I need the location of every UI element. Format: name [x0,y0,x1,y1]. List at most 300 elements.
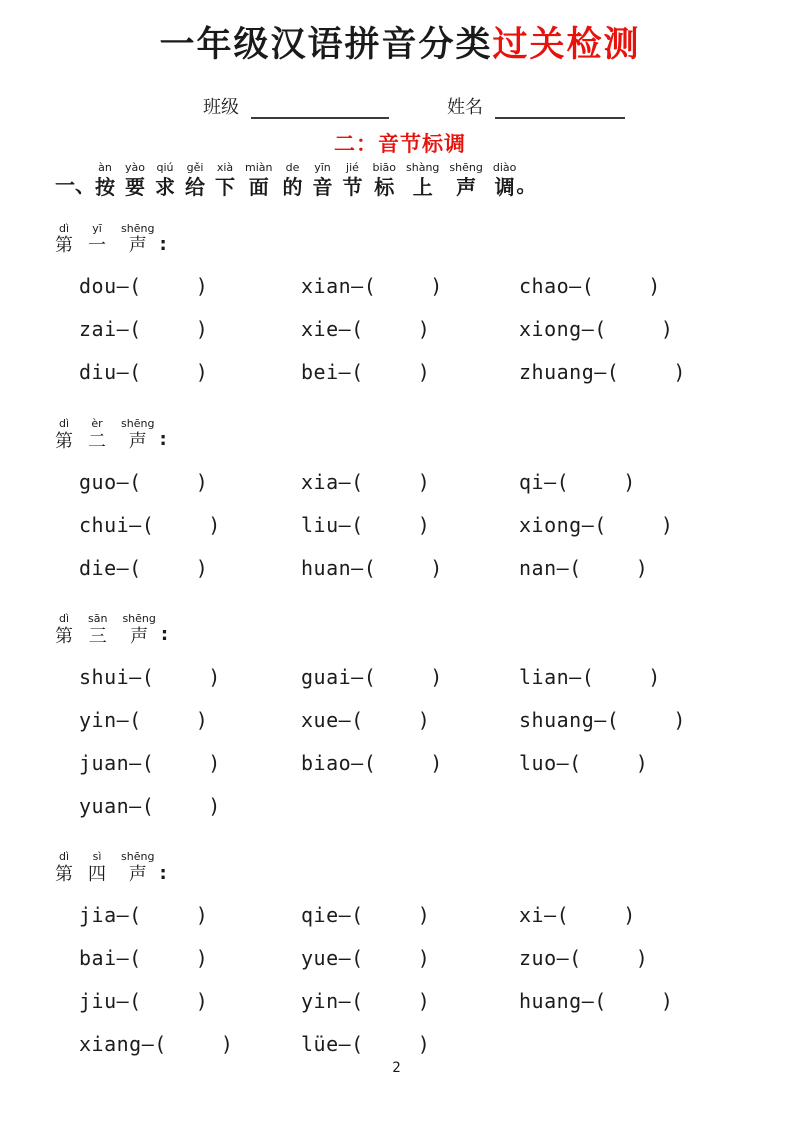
class-label: 班级 [203,97,239,118]
pinyin-text: biāo [372,161,396,174]
open-paren: ( [351,707,364,732]
close-paren: ) [417,989,431,1014]
dash: — [116,989,130,1014]
hanzi-text: 二 [88,430,106,452]
open-paren: ( [129,317,142,342]
close-paren: ) [417,1032,431,1057]
close-paren: ) [635,555,649,580]
open-paren: ( [351,360,364,385]
pinyin-text: xià [216,161,234,174]
syllable-item [519,556,745,580]
hanzi-text: 第 [55,625,73,647]
tone-section [55,851,745,1065]
syllable-text: liu [301,512,339,537]
close-paren: ) [430,274,443,299]
open-paren: ( [351,469,364,494]
dash: — [338,360,352,385]
syllable-item [79,751,301,775]
open-paren: ( [594,317,607,342]
dash: — [594,360,607,385]
open-paren: ( [606,707,620,732]
hanzi-text: 求 [155,174,175,199]
syllable-text: chao [519,274,570,299]
syllable-item [79,470,301,494]
hanzi-text: 音 [312,174,333,199]
ruby-word [95,162,115,199]
dash: — [544,903,557,928]
hanzi-text: 声 [128,235,147,257]
open-paren: ( [351,946,364,971]
close-paren: ) [195,707,209,732]
open-paren: ( [556,469,570,494]
syllable-item [301,989,519,1013]
syllable-text: xiong [519,512,582,537]
close-paren: ) [673,707,686,732]
close-paren: ) [195,360,209,385]
section-title: 二：音节标调 [334,132,466,156]
open-paren: ( [606,360,620,385]
close-paren: ) [660,989,674,1014]
open-paren: ( [141,664,155,689]
pinyin-text: èr [91,416,103,430]
ruby-word [88,851,106,885]
close-paren: ) [635,946,649,971]
open-paren: ( [581,274,595,299]
open-paren: ( [129,469,142,494]
pinyin-text: yào [125,161,145,174]
syllable-text: chui [79,512,130,537]
syllable-text: xi [519,903,545,928]
student-info-row [203,93,745,119]
dash: — [556,946,570,971]
syllable-text: huang [519,989,582,1014]
syllable-text: zhuang [519,360,595,385]
dash: — [116,360,130,385]
syllable-text: huan [301,555,352,580]
syllable-text: yin [301,989,339,1014]
tone-section-header [55,613,745,647]
dash: — [338,946,352,971]
syllable-item [79,989,301,1013]
open-paren: ( [129,360,142,385]
title-red-text: 过关检测 [492,25,641,65]
close-paren: ) [195,317,209,342]
hanzi-text: 下 [215,174,235,199]
dash: — [351,750,364,775]
syllable-text: jiu [79,989,117,1014]
dash: — [569,664,582,689]
page-number: 2 [392,1060,401,1076]
tone-section-header [55,223,745,257]
open-paren: ( [141,750,155,775]
ruby-word [185,162,205,199]
pinyin-text: diào [492,161,517,174]
open-paren: ( [351,989,364,1014]
dash: — [338,903,352,928]
pinyin-text: dì [58,221,70,235]
pinyin-text: shēng [122,612,156,626]
syllable-text: dou [79,274,117,299]
pinyin-text: dì [58,850,70,864]
close-paren: ) [635,750,649,775]
syllable-item [301,665,519,689]
close-paren: ) [648,664,661,689]
open-paren: ( [363,555,377,580]
open-paren: ( [363,274,377,299]
syllable-item [519,751,745,775]
header-colon: : [160,624,169,646]
open-paren: ( [363,750,377,775]
pinyin-text: dì [58,612,70,626]
dash: — [116,274,130,299]
close-paren: ) [430,555,443,580]
syllable-text: shuang [519,707,595,732]
open-paren: ( [351,903,364,928]
syllable-item [79,665,301,689]
hanzi-text: 一 [88,235,106,257]
dash: — [544,469,557,494]
hanzi-text: 节 [342,174,363,199]
pinyin-text: shēng [121,850,155,864]
dash: — [141,1032,155,1057]
dash: — [581,317,595,342]
instruction-prefix: 一、 [55,172,95,197]
syllable-item [519,513,745,537]
syllable-item [79,556,301,580]
open-paren: ( [351,317,364,342]
tone-sections [55,223,745,1066]
dash: — [338,989,352,1014]
syllable-text: luo [519,750,557,775]
pinyin-text: qiú [156,161,174,174]
name-label: 姓名 [447,97,483,118]
tone-section [55,223,745,394]
close-paren: ) [623,903,636,928]
syllable-item [519,274,745,298]
close-paren: ) [208,512,221,537]
hanzi-text: 第 [55,430,73,452]
syllable-text: xue [301,707,339,732]
syllable-text: bei [301,360,339,385]
dash: — [338,469,352,494]
syllable-text: jia [79,903,117,928]
syllable-item [301,360,519,384]
close-paren: ) [660,317,674,342]
dash: — [338,707,352,732]
hanzi-text: 面 [248,174,269,199]
class-blank-line[interactable] [251,97,389,119]
open-paren: ( [141,793,155,818]
syllable-text: xiong [519,317,582,342]
hanzi-text: 声 [128,430,147,452]
ruby-word [88,613,107,647]
tone-section-header-words [55,851,154,885]
syllable-text: xie [301,317,339,342]
tone-section-header [55,418,745,452]
tone-section-header-words [55,613,156,647]
open-paren: ( [569,946,582,971]
pinyin-text: yīn [314,161,331,174]
header-colon: : [159,862,167,884]
ruby-word [121,223,154,257]
hanzi-text: 给 [185,174,205,199]
dash: — [338,317,352,342]
close-paren: ) [417,469,431,494]
pinyin-text: dì [58,416,70,430]
syllable-text: bai [79,946,117,971]
open-paren: ( [129,903,142,928]
open-paren: ( [129,989,142,1014]
syllable-item [79,513,301,537]
tone-section-header-words [55,223,154,257]
syllable-text: juan [79,750,130,775]
syllable-item [79,708,301,732]
close-paren: ) [660,512,674,537]
open-paren: ( [141,512,155,537]
ruby-word [55,851,73,885]
hanzi-text: 上 [412,174,433,199]
close-paren: ) [417,512,431,537]
syllable-text: yue [301,946,339,971]
syllable-item [301,708,519,732]
close-paren: ) [623,469,636,494]
close-paren: ) [430,750,443,775]
syllable-text: zuo [519,946,557,971]
hanzi-text: 调 [494,174,515,199]
title-black-text: 一年级汉语拼音分类 [159,25,493,65]
name-blank-line[interactable] [495,97,625,119]
pinyin-text: gěi [186,161,204,174]
syllable-text: guo [79,469,117,494]
syllable-item [519,989,745,1013]
close-paren: ) [195,469,209,494]
syllable-item [301,513,519,537]
ruby-word [88,223,106,257]
ruby-word [282,162,302,199]
dash: — [351,274,364,299]
ruby-word [449,162,482,199]
syllable-text: zai [79,317,117,342]
open-paren: ( [594,512,607,537]
syllable-item [519,946,745,970]
tone-section-header [55,851,745,885]
syllable-text: shui [79,664,130,689]
dash: — [594,707,607,732]
header-colon: : [159,429,167,451]
ruby-word [125,162,145,199]
syllable-item [519,665,745,689]
close-paren: ) [417,707,431,732]
ruby-word [406,162,439,199]
close-paren: ) [673,360,686,385]
tone-section [55,418,745,589]
syllable-item [519,360,745,384]
syllable-item [79,274,301,298]
hanzi-text: 第 [55,235,73,257]
dash: — [556,555,570,580]
close-paren: ) [208,793,221,818]
close-paren: ) [417,946,431,971]
syllable-text: xia [301,469,339,494]
open-paren: ( [569,750,582,775]
syllable-text: lian [519,664,570,689]
syllable-grid [55,655,745,827]
close-paren: ) [195,274,209,299]
close-paren: ) [195,555,209,580]
syllable-item [79,360,301,384]
pinyin-text: miàn [245,161,273,174]
syllable-item [301,1032,519,1056]
syllable-grid [55,894,745,1066]
pinyin-text: shēng [121,416,155,430]
hanzi-text: 四 [88,863,106,885]
syllable-item [79,317,301,341]
syllable-item [301,946,519,970]
hanzi-text: 声 [130,625,149,647]
hanzi-text: 要 [125,174,145,199]
ruby-word [121,418,154,452]
syllable-item [79,903,301,927]
instruction-period: 。 [516,172,537,197]
pinyin-text: de [285,161,300,174]
dash: — [581,512,595,537]
syllable-text: lüe [301,1032,339,1057]
dash: — [116,469,130,494]
ruby-word [215,162,235,199]
dash: — [129,750,142,775]
syllable-item [79,946,301,970]
pinyin-text: sān [88,612,108,626]
ruby-word [122,613,155,647]
dash: — [116,946,130,971]
dash: — [116,317,130,342]
ruby-word [55,418,73,452]
syllable-text: yuan [79,793,130,818]
syllable-text: yin [79,707,117,732]
ruby-word [55,223,73,257]
ruby-word [342,162,362,199]
worksheet-title [55,24,745,66]
hanzi-text: 的 [282,174,303,199]
syllable-item [79,1032,301,1056]
dash: — [351,555,364,580]
syllable-item [301,274,519,298]
dash: — [338,512,352,537]
dash: — [116,707,130,732]
close-paren: ) [195,903,209,928]
syllable-item [301,317,519,341]
hanzi-text: 第 [55,863,73,885]
close-paren: ) [417,903,431,928]
syllable-item [519,317,745,341]
hanzi-text: 按 [95,174,115,199]
instruction-words [95,162,516,199]
dash: — [556,750,570,775]
syllable-text: xian [301,274,352,299]
open-paren: ( [556,903,570,928]
open-paren: ( [363,664,377,689]
close-paren: ) [208,664,221,689]
close-paren: ) [195,989,209,1014]
syllable-text: nan [519,555,557,580]
dash: — [129,664,142,689]
open-paren: ( [569,555,582,580]
ruby-word [88,418,106,452]
open-paren: ( [129,707,142,732]
syllable-item [519,708,745,732]
hanzi-text: 声 [128,863,147,885]
syllable-text: biao [301,750,352,775]
pinyin-text: shàng [406,161,440,174]
syllable-text: guai [301,664,352,689]
hanzi-text: 标 [374,174,395,199]
dash: — [116,555,130,580]
open-paren: ( [154,1032,167,1057]
pinyin-text: jié [346,161,359,174]
pinyin-text: yī [92,221,102,235]
ruby-word [245,162,272,199]
hanzi-text: 声 [456,174,477,199]
syllable-item [519,470,745,494]
syllable-text: die [79,555,117,580]
instruction-line [55,162,745,199]
tone-section-header-words [55,418,154,452]
dash: — [338,1032,352,1057]
dash: — [129,512,142,537]
syllable-text: qie [301,903,339,928]
hanzi-text: 三 [88,625,107,647]
syllable-text: diu [79,360,117,385]
open-paren: ( [129,274,142,299]
ruby-word [55,613,73,647]
open-paren: ( [351,512,364,537]
syllable-item [301,903,519,927]
syllable-grid [55,265,745,394]
syllable-item [301,470,519,494]
syllable-text: xiang [79,1032,142,1057]
syllable-item [79,794,301,818]
ruby-word [493,162,517,199]
close-paren: ) [417,317,431,342]
open-paren: ( [594,989,607,1014]
close-paren: ) [648,274,661,299]
close-paren: ) [220,1032,234,1057]
pinyin-text: sì [92,850,102,864]
syllable-grid [55,460,745,589]
dash: — [351,664,364,689]
open-paren: ( [129,555,142,580]
ruby-word [155,162,175,199]
syllable-item [301,556,519,580]
dash: — [116,903,130,928]
close-paren: ) [417,360,431,385]
syllable-item [519,903,745,927]
ruby-word [372,162,396,199]
syllable-item [301,751,519,775]
ruby-word [312,162,332,199]
header-colon: : [159,233,167,255]
close-paren: ) [195,946,209,971]
close-paren: ) [430,664,443,689]
tone-section [55,613,745,827]
pinyin-text: shēng [449,161,483,174]
open-paren: ( [351,1032,364,1057]
dash: — [569,274,582,299]
dash: — [581,989,595,1014]
pinyin-text: àn [98,161,112,174]
open-paren: ( [581,664,595,689]
open-paren: ( [129,946,142,971]
